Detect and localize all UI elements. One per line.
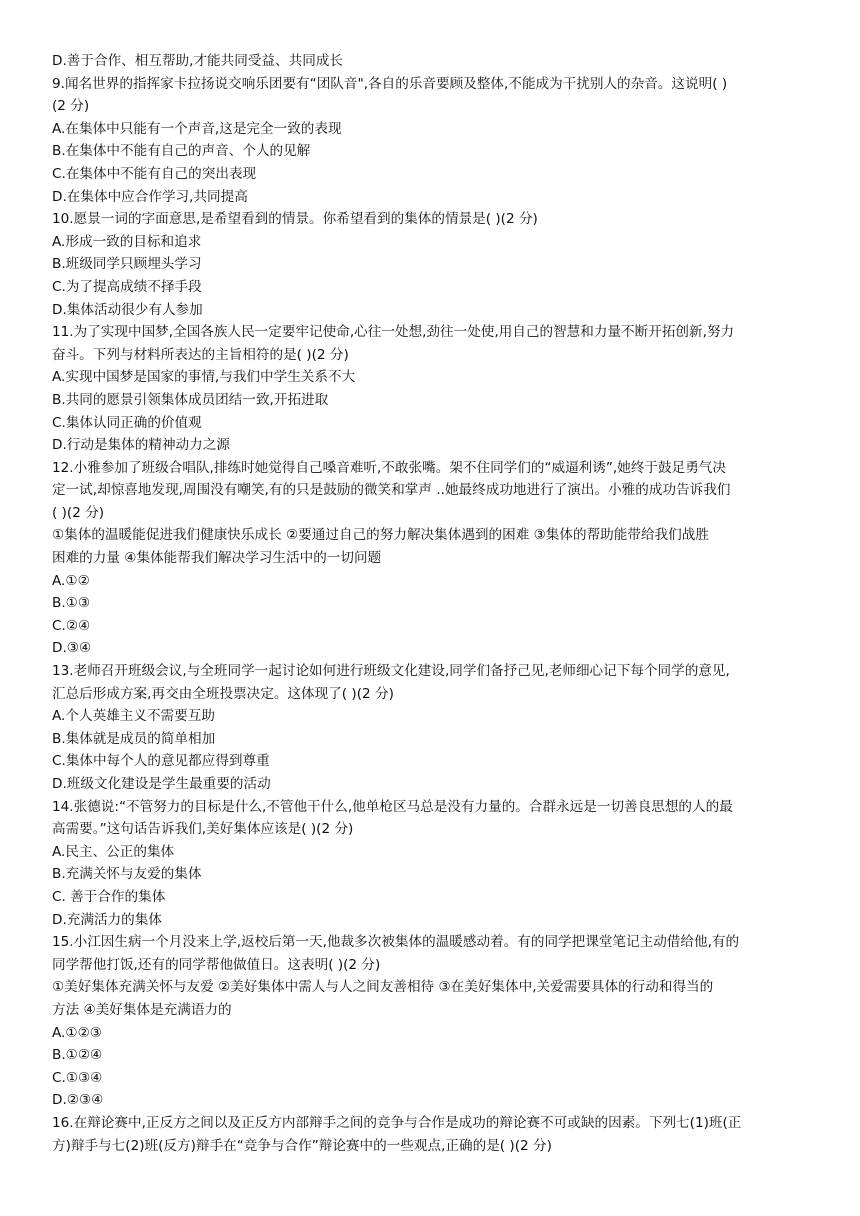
text-line: C.为了提高成绩不择手段	[52, 278, 202, 295]
document-body	[52, 50, 812, 1157]
text-line: B.①②④	[52, 1047, 103, 1064]
text-line: (2 分)	[52, 98, 90, 115]
text-line: ①美好集体充满关怀与友爱 ②美好集体中需人与人之间友善相待 ③在美好集体中,关爱需要具体的行动和得当的	[52, 979, 714, 996]
text-line: B.在集体中不能有自己的声音、个人的见解	[52, 143, 311, 160]
text-line: 同学帮他打饭,还有的同学帮他做值日。这表明( )(2 分)	[52, 956, 381, 973]
text-line: D.充满活力的集体	[52, 911, 162, 928]
text-line: 16.在辩论赛中,正反方之间以及正反方内部辩手之间的竞争与合作是成功的辩论赛不可或缺的因素。下列七(1)班(正	[52, 1114, 742, 1131]
text-line: C.集体认同正确的价值观	[52, 414, 202, 431]
text-line: C.②④	[52, 617, 91, 634]
text-line: ( )(2 分)	[52, 504, 105, 521]
text-line: 方)辩手与七(2)班(反方)辩手在“竞争与合作”辩论赛中的一些观点,正确的是( )(2 分)	[52, 1137, 552, 1154]
text-line: D.善于合作、相互帮助,才能共同受益、共同成长	[52, 53, 343, 69]
text-line: C.在集体中不能有自己的突出表现	[52, 165, 257, 182]
text-line: 方法 ④美好集体是充满语力的	[52, 1001, 232, 1018]
text-line: 13.老师召开班级会议,与全班同学一起讨论如何进行班级文化建设,同学们备抒己见,老师细心记下每个同学的意见,	[52, 663, 730, 680]
text-line: B.共同的愿景引领集体成员团结一致,开拓进取	[52, 391, 329, 408]
text-line: B.①③	[52, 595, 91, 612]
text-line: A.在集体中只能有一个声音,这是完全一致的表现	[52, 120, 342, 137]
text-line: ①集体的温暖能促进我们健康快乐成长 ②要通过自己的努力解决集体遇到的困难 ③集体的帮助能带给我们战胜	[52, 527, 709, 544]
text-line: C. 善于合作的集体	[52, 888, 166, 905]
text-line: A.民主、公正的集体	[52, 843, 175, 860]
text-line: D.集体活动很少有人参加	[52, 301, 203, 318]
text-line: D.在集体中应合作学习,共同提高	[52, 188, 248, 205]
text-line: D.③④	[52, 640, 92, 657]
text-line: B.集体就是成员的简单相加	[52, 730, 216, 747]
text-line: D.班级文化建设是学生最重要的活动	[52, 776, 271, 792]
text-line: 12.小雅参加了班级合唱队,排练时她觉得自己嗓音难听,不敢张嘴。架不住同学们的“威逼利诱”,她终于鼓足勇气决	[52, 459, 726, 476]
text-line: C.①③④	[52, 1069, 103, 1086]
text-line: 高需要。”这句话告诉我们,美好集体应该是( )(2 分)	[52, 821, 354, 838]
text-line: 奋斗。下列与材料所表达的主旨相符的是( )(2 分)	[52, 346, 349, 363]
text-line: D.②③④	[52, 1092, 104, 1109]
text-line: 定一试,却惊喜地发现,周围没有嘲笑,有的只是鼓励的微笑和掌声 ..她最终成功地进行了演出。小雅的成功告诉我们	[52, 482, 731, 499]
text-line: A.实现中国梦是国家的事情,与我们中学生关系不大	[52, 369, 356, 386]
text-line: C.集体中每个人的意见都应得到尊重	[52, 753, 270, 770]
text-line: A.形成一致的目标和追求	[52, 233, 202, 250]
text-line: 14.张德说:“不管努力的目标是什么,不管他干什么,他单枪区马总是没有力量的。合群永远是一切善良思想的人的最	[52, 798, 733, 815]
text-line: 困难的力量 ④集体能帮我们解决学习生活中的一切问题	[52, 550, 382, 567]
text-line: 11.为了实现中国梦,全国各族人民一定要牢记使命,心往一处想,劲往一处使,用自己的智慧和力量不断开拓创新,努力	[52, 324, 735, 341]
text-line: B.充满关怀与友爱的集体	[52, 866, 202, 883]
text-line: 9.闻名世界的指挥家卡拉扬说交响乐团要有“团队音",各自的乐音要顾及整体,不能成为干扰别人的杂音。这说明( )	[52, 75, 728, 92]
text-line: B.班级同学只顾埋头学习	[52, 256, 202, 273]
text-line: 10.愿景一词的字面意思,是希望看到的情景。你希望看到的集体的情景是( )(2 分)	[52, 211, 538, 228]
text-line: 汇总后形成方案,再交由全班投票决定。这体现了( )(2 分)	[52, 685, 394, 702]
text-line: A.①②	[52, 572, 90, 589]
text-line: D.行动是集体的精神动力之源	[52, 437, 230, 454]
text-line: A.个人英雄主义不需要互助	[52, 708, 215, 725]
text-line: 15.小江因生病一个月没来上学,返校后第一天,他裁多次被集体的温暖感动着。有的同学把课堂笔记主动借给他,有的	[52, 934, 740, 951]
text-line: A.①②③	[52, 1024, 102, 1041]
